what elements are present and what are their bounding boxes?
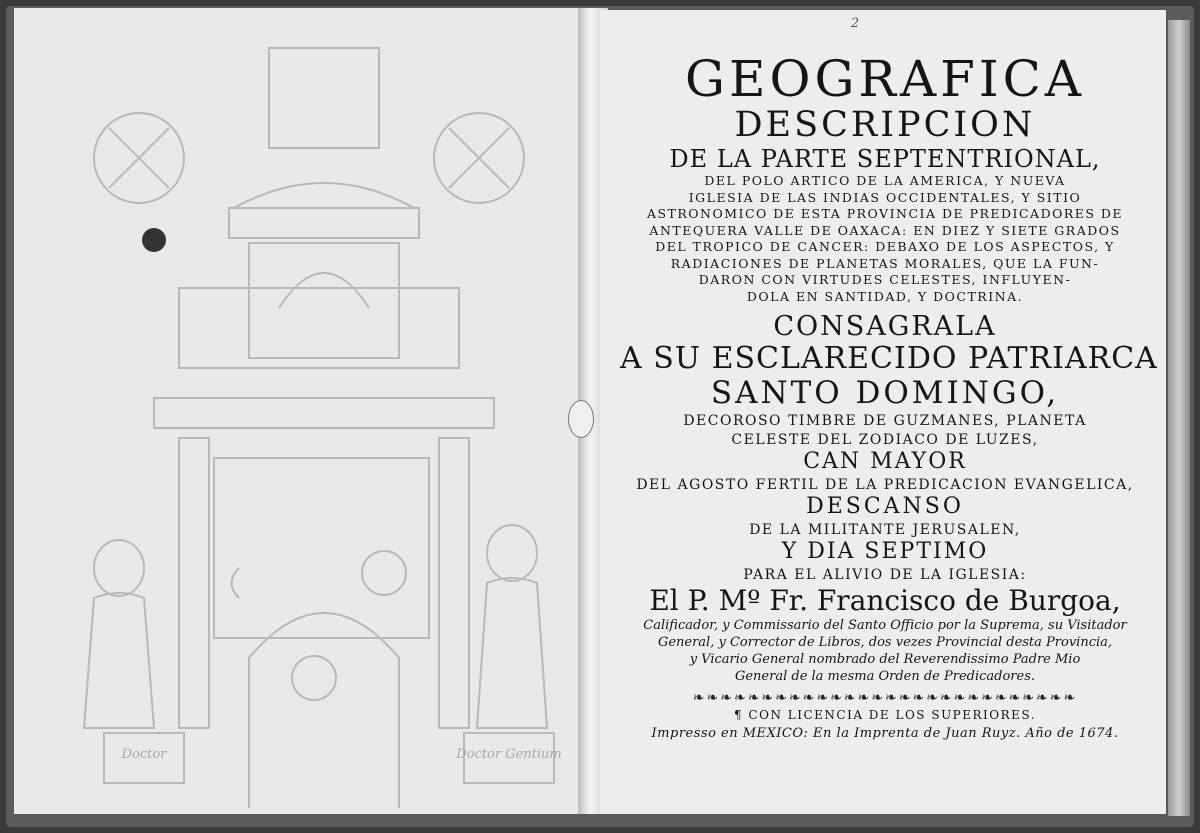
title-line-8: DEL TROPICO DE CANCER: DEBAXO DE LOS ASPECTOS, Y <box>655 239 1115 254</box>
title-line-10: DARON CON VIRTUDES CELESTES, INFLUYEN- <box>698 272 1072 287</box>
page-edges <box>1168 20 1190 816</box>
upper-niche <box>249 243 399 358</box>
ornament-band: ❧❧❧❧❧❧❧❧❧❧❧❧❧❧❧❧❧❧❧❧❧❧❧❧❧❧❧❧ <box>692 690 1078 706</box>
saint-right-halo <box>487 525 537 581</box>
title-line-6: ASTRONOMICO DE ESTA PROVINCIA DE PREDICADORES DE <box>646 206 1124 221</box>
dedication-line-8: DESCANSO <box>806 494 964 519</box>
frontispiece-page <box>14 8 584 814</box>
dedication-line-1: CONSAGRALA <box>773 311 997 342</box>
title-line-9: RADIACIONES DE PLANETAS MORALES, QUE LA FUN- <box>670 255 1100 271</box>
column-left <box>179 438 209 728</box>
author-line-3: y Vicario General nombrado del Reverendissimo Padre Mio <box>689 652 1081 667</box>
title-line-2: DESCRIPCION <box>734 105 1036 145</box>
dedication-line-9: DE LA MILITANTE JERUSALEN, <box>749 522 1021 538</box>
saint-left-halo <box>94 540 144 596</box>
title-line-1: GEOGRAFICA <box>685 50 1085 108</box>
binding-tab <box>568 400 594 438</box>
page-number: 2 <box>850 16 860 31</box>
dedication-line-5: CELESTE DEL ZODIACO DE LUZES, <box>731 432 1039 448</box>
frontispiece-engraving <box>14 8 584 814</box>
entablature-top <box>229 208 419 238</box>
dedication-line-3: SANTO DOMINGO, <box>710 375 1060 411</box>
dedication-line-6: CAN MAYOR <box>803 449 967 474</box>
lower-arch <box>249 613 399 808</box>
niche-arch <box>279 273 369 308</box>
main-cornice <box>154 398 494 428</box>
saint-right <box>477 578 547 728</box>
author-line-1: Calificador, y Commissario del Santo Officio por la Suprema, su Visitador <box>643 618 1127 633</box>
arms-cross-right <box>449 128 509 188</box>
title-line-7: ANTEQUERA VALLE DE OAXACA: EN DIEZ Y SIETE GRADOS <box>649 222 1121 238</box>
author-line-2: General, y Corrector de Libros, dos vezes Provincial desta Provincia, <box>657 635 1113 650</box>
title-line-3: DE LA PARTE SEPTENTRIONAL, <box>669 145 1101 173</box>
figures-row <box>179 288 459 368</box>
sun-emblem <box>362 551 406 595</box>
arms-cross-left <box>109 128 169 188</box>
globe-emblem <box>292 656 336 700</box>
saint-left-caption: Doctor <box>121 747 167 762</box>
title-line-5: IGLESIA DE LAS INDIAS OCCIDENTALES, Y SITIO <box>688 189 1082 205</box>
moon-emblem <box>232 568 240 598</box>
author-line-4: General de la mesma Orden de Predicadores. <box>734 669 1036 684</box>
dedication-line-11: PARA EL ALIVIO DE LA IGLESIA: <box>743 567 1027 583</box>
dedication-line-2: A SU ESCLARECIDO PATRIARCA <box>620 341 1158 376</box>
column-right <box>439 438 469 728</box>
author-name: El P. Mº Fr. Francisco de Burgoa, <box>649 584 1121 617</box>
title-page-text <box>620 42 1158 741</box>
dedication-line-10: Y DIA SEPTIMO <box>781 539 989 564</box>
imprint-line: Impresso en MEXICO: En la Imprenta de Juan Ruyz. Año de 1674. <box>651 726 1119 741</box>
saint-left <box>84 593 154 728</box>
dedication-line-7: DEL AGOSTO FERTIL DE LA PREDICACION EVANGELICA, <box>636 477 1134 493</box>
license-line: ¶ CON LICENCIA DE LOS SUPERIORES. <box>733 708 1037 722</box>
top-finial <box>269 48 379 148</box>
ink-stain <box>142 228 166 252</box>
crown-arch <box>234 183 414 208</box>
central-panel <box>214 458 429 638</box>
saint-right-caption: Doctor Gentium <box>456 747 562 762</box>
dedication-line-4: DECOROSO TIMBRE DE GUZMANES, PLANETA <box>683 413 1087 429</box>
title-line-11: DOLA EN SANTIDAD, Y DOCTRINA. <box>746 288 1024 304</box>
title-line-4: DEL POLO ARTICO DE LA AMERICA, Y NUEVA <box>704 173 1066 188</box>
